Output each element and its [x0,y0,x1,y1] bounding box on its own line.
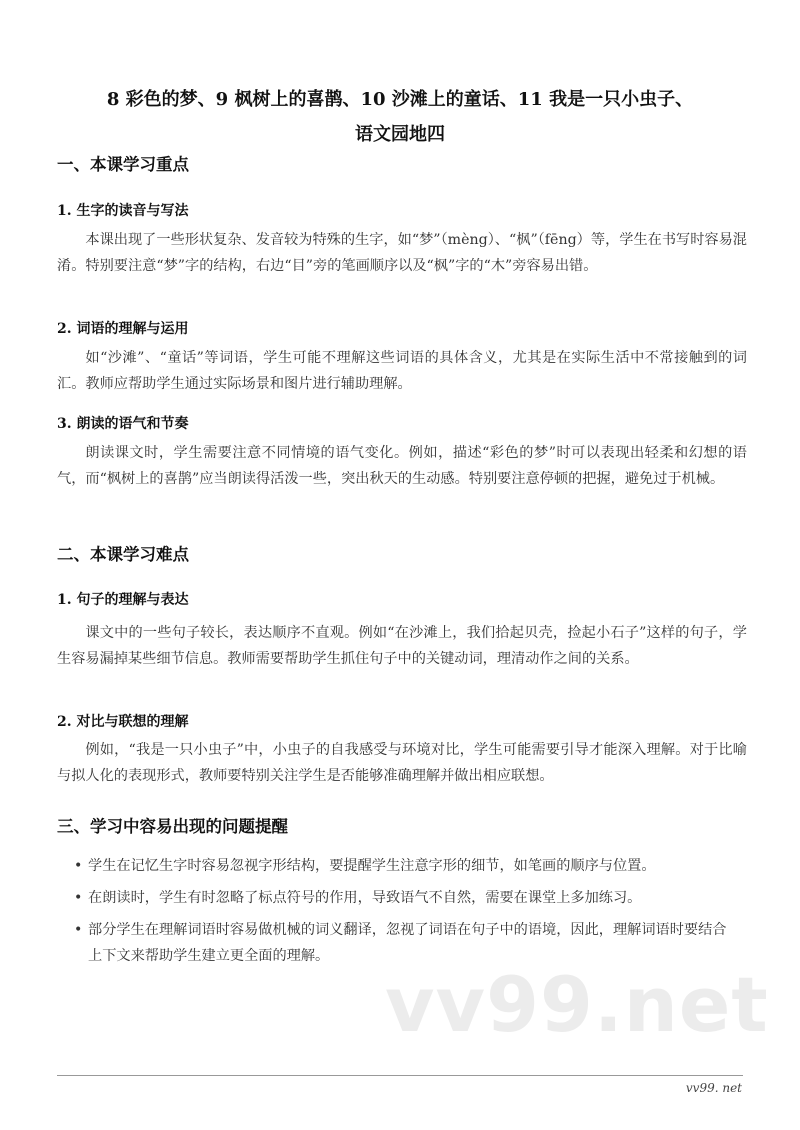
title-line-2: 语文园地四 [355,124,445,145]
paragraph-1-3: 朗读课文时，学生需要注意不同情境的语气变化。例如，描述“彩色的梦”时可以表现出轻柔和幻想的语气，而“枫树上的喜鹊”应当朗读得活泼一些，突出秋天的生动感。特别要注意停顿的把握，避免过于机械。 [57,445,747,488]
document-title [40,82,760,152]
list-item [70,853,738,879]
subheading-1-1: 1. 生字的读音与写法 [57,203,189,219]
paragraph-2-2: 例如，“我是一只小虫子”中，小虫子的自我感受与环境对比，学生可能需要引导才能深入理解。对于比喻与拟人化的表现形式，教师要特别关注学生是否能够准确理解并做出相应联想。 [57,742,747,785]
subheading-1-3: 3. 朗读的语气和节奏 [57,416,189,432]
list-item [70,885,738,911]
list-item-text: 学生在记忆生字时容易忽视字形结构，要提醒学生注意字形的细节，如笔画的顺序与位置。 [88,858,656,874]
bullet-icon: • [74,890,83,906]
bullet-icon: • [74,858,83,874]
footer-divider [57,1075,743,1076]
subheading-2-1: 1. 句子的理解与表达 [57,592,189,608]
subheading-2-2: 2. 对比与联想的理解 [57,714,189,730]
list-item-text: 在朗读时，学生有时忽略了标点符号的作用，导致语气不自然，需要在课堂上多加练习。 [88,890,642,906]
list-item-text: 部分学生在理解词语时容易做机械的词义翻译，忽视了词语在句子中的语境，因此，理解词语时要结合上下文来帮助学生建立更全面的理解。 [88,922,727,964]
paragraph-1-2: 如“沙滩”、“童话”等词语，学生可能不理解这些词语的具体含义，尤其是在实际生活中不常接触到的词汇。教师应帮助学生通过实际场景和图片进行辅助理解。 [57,350,747,393]
footer-site: vv99. net [685,1081,742,1095]
bullet-icon: • [74,922,83,938]
subheading-1-2: 2. 词语的理解与运用 [57,321,189,337]
paragraph-1-1: 本课出现了一些形状复杂、发音较为特殊的生字，如“梦”（mèng）、“枫”（fēng）等，学生在书写时容易混淆。特别要注意“梦”字的结构，右边“目”旁的笔画顺序以及“枫”字的“木”旁容易出错。 [57,232,747,275]
section-heading-3: 三、学习中容易出现的问题提醒 [57,817,288,836]
section-heading-1: 一、本课学习重点 [57,155,189,174]
watermark: vv99.net [385,960,769,1049]
reminder-list [70,853,738,975]
title-line-1: 8 彩色的梦、9 枫树上的喜鹊、10 沙滩上的童话、11 我是一只小虫子、 [106,89,694,110]
paragraph-2-1: 课文中的一些句子较长，表达顺序不直观。例如“在沙滩上，我们拾起贝壳，捡起小石子”这样的句子，学生容易漏掉某些细节信息。教师需要帮助学生抓住句子中的关键动词，理清动作之间的关系。 [57,625,747,668]
section-heading-2: 二、本课学习难点 [57,545,189,564]
